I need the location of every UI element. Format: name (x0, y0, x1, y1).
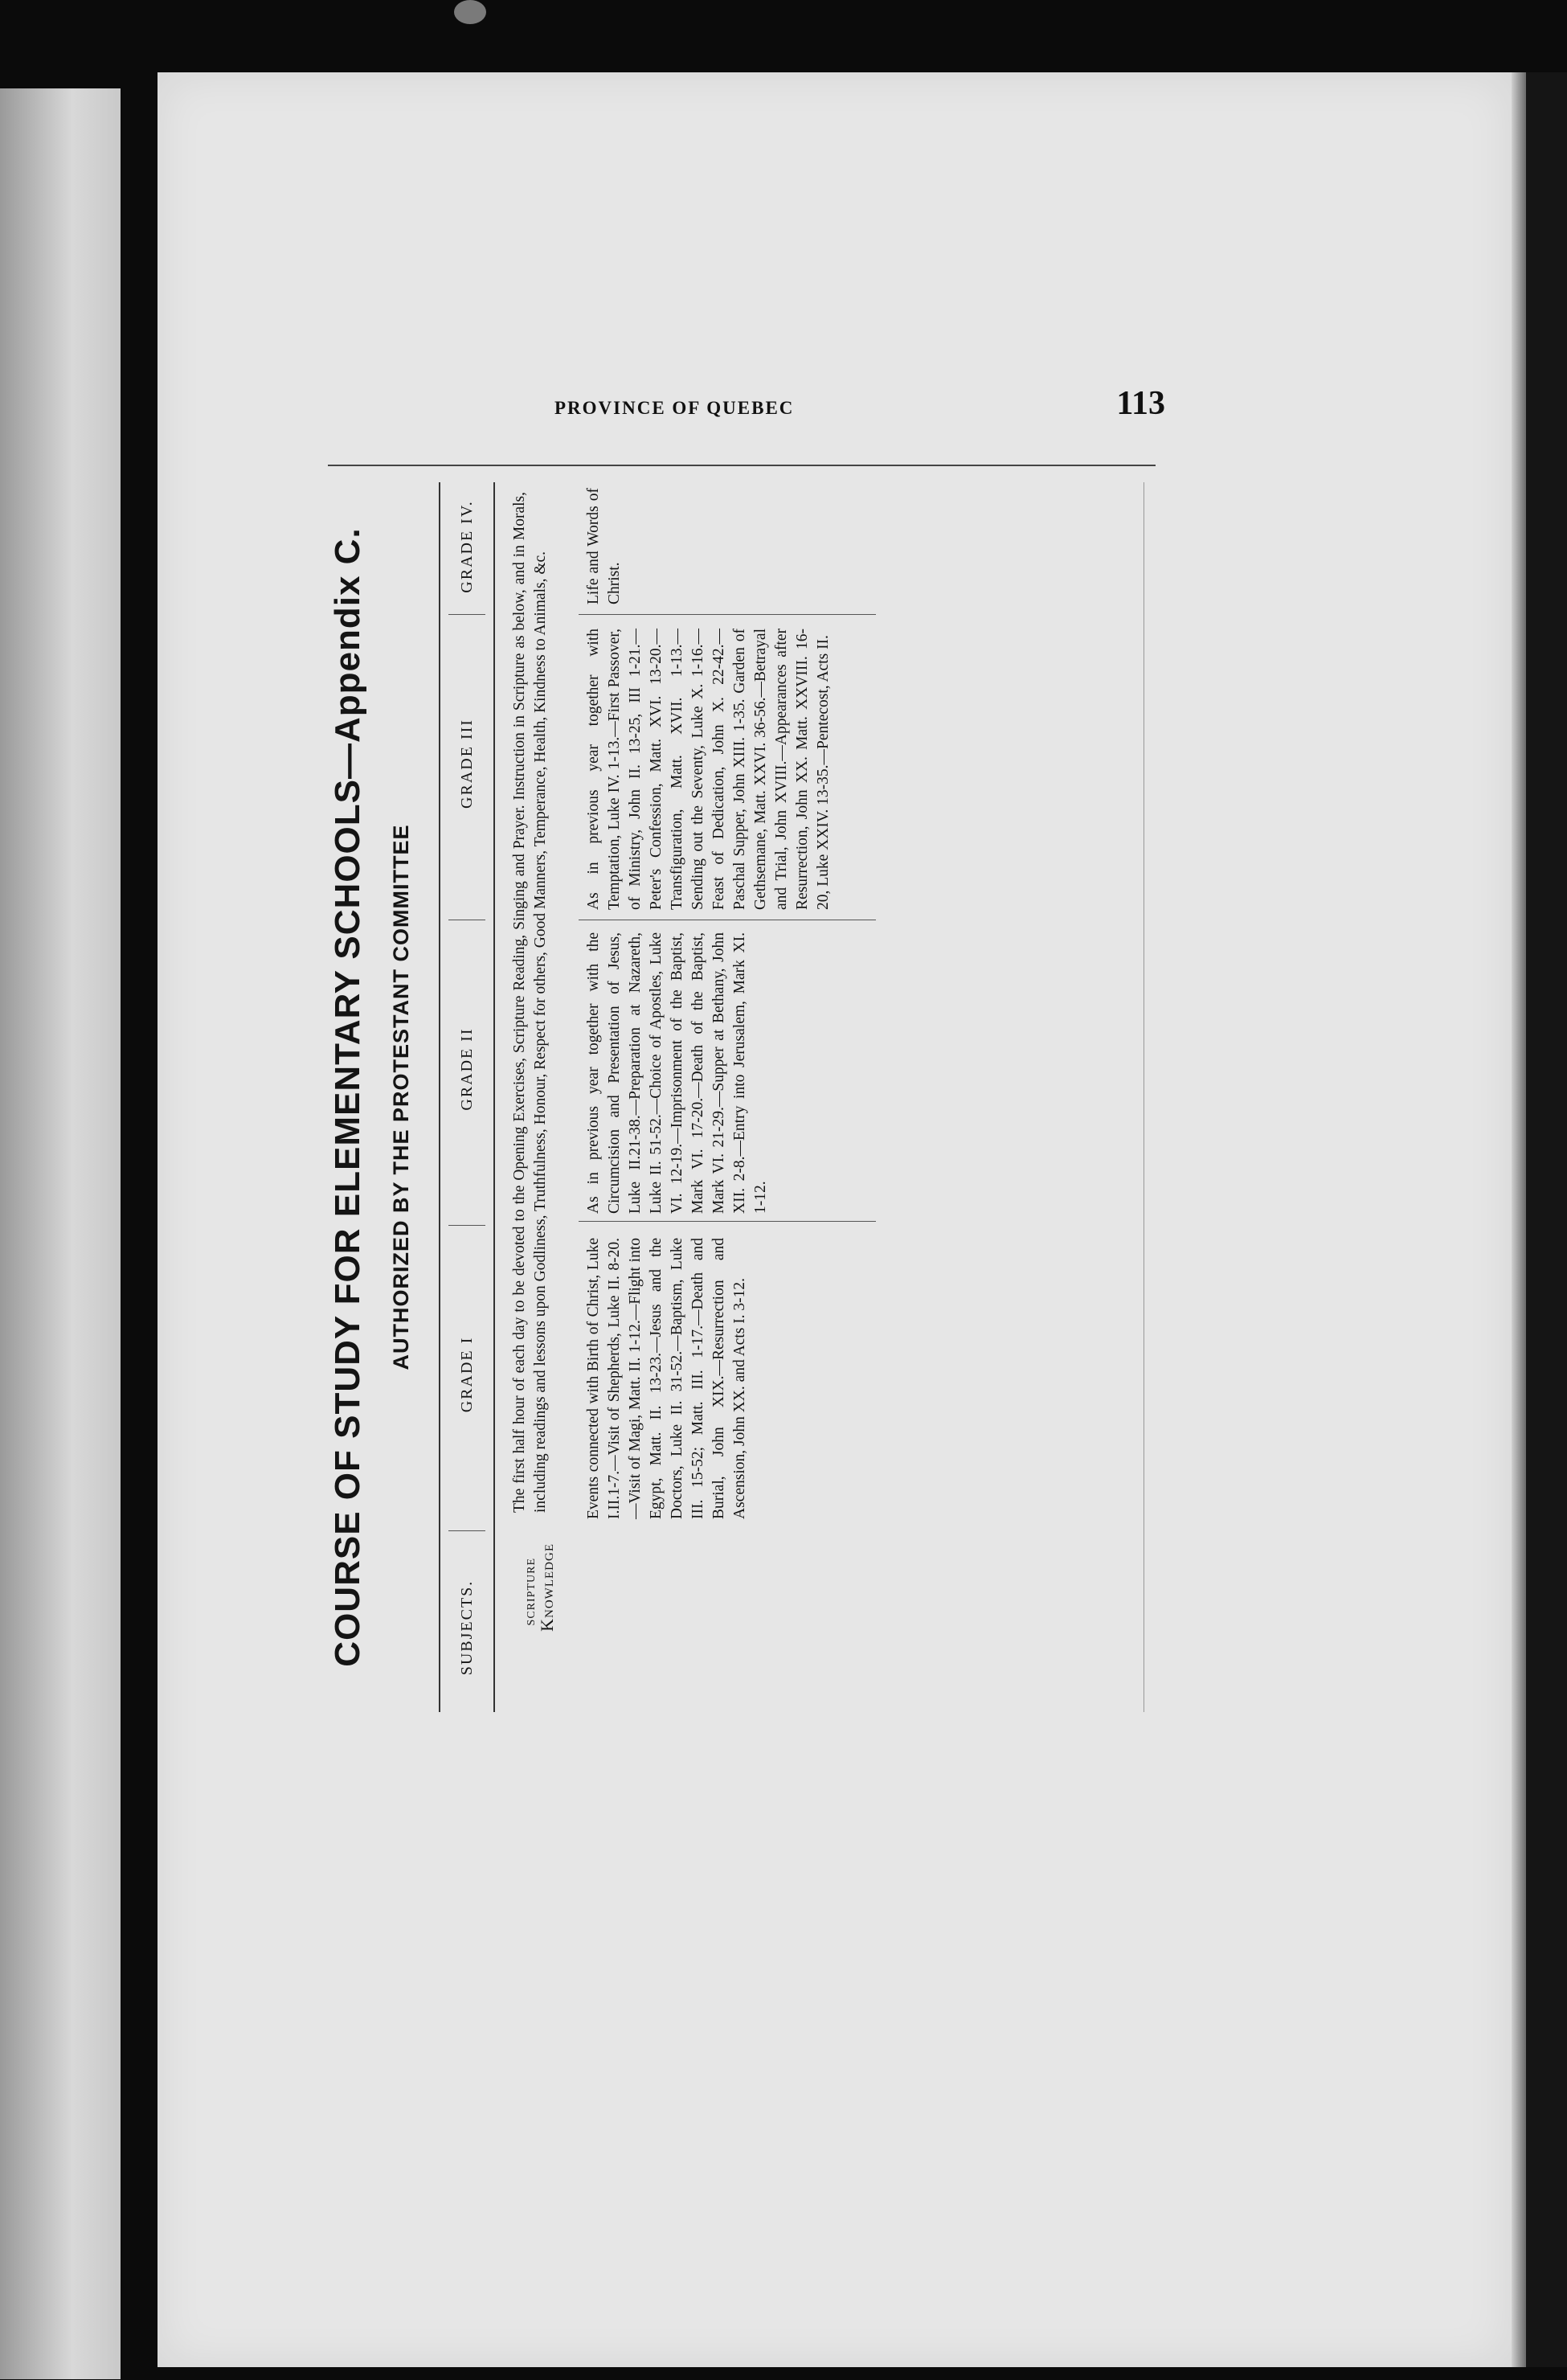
column-divider (448, 1225, 485, 1226)
subject-line-2: Knowledge (537, 1543, 558, 1632)
grade-4-content: Life and Words of Christ. (585, 488, 623, 604)
running-head-title: PROVINCE OF QUEBEC (554, 398, 795, 418)
column-header-grade-4: GRADE IV. (457, 500, 476, 593)
cell-divider (579, 1221, 876, 1222)
running-head (554, 384, 1165, 423)
subject-scripture-knowledge (526, 1543, 558, 1712)
head-rule (328, 465, 1156, 466)
table-subtitle: AUTHORIZED BY THE PROTESTANT COMMITTEE (389, 824, 413, 1370)
subject-line-1: SCRIPTURE (526, 1558, 538, 1626)
adjacent-page-edge (0, 88, 121, 2379)
column-header-grade-1: GRADE I (457, 1336, 476, 1413)
intro-paragraph: The first half hour of each day to be devoted to the Opening Exercises, Scripture Reading, Singing and Prayer. Instruction in Scripture as below, and in Morals, including readings and lessons upon Godliness, Truthfulness, Honour, Respect for others, Good Manners, Temperance, Health, Kindness to Animals, &c. (511, 492, 549, 1513)
header-top-rule (439, 482, 440, 1712)
column-header-grade-3: GRADE III (457, 719, 476, 809)
page-edge-right (1512, 72, 1526, 2367)
column-divider (448, 1530, 485, 1531)
page-number: 113 (1116, 385, 1165, 422)
column-header-subjects: SUBJECTS. (457, 1579, 476, 1676)
grade-1-content: Events connected with Birth of Christ, Luke I.II.1-7.—Visit of Shepherds, Luke II. 8-20.—Visit of Magi, Matt. II. 1-12.—Flight into Egypt, Matt. II. 13-23.—Jesus and the Doctors, Luke II. 31-52.—Baptism, Luke III. 15-52; Matt. III. 1-17.—Death and Burial, John XIX.—Resurrection and Ascension, John XX. and Acts I. 3-12. (585, 1238, 748, 1519)
column-header-grade-2: GRADE II (457, 1027, 476, 1111)
header-bottom-rule (493, 482, 495, 1712)
grade-2-content: As in previous year together with the Circumcision and Presentation of Jesus, Luke II.21-38.—Preparation at Nazareth, Luke II. 51-52.—Choice of Apostles, Luke VI. 12-19.—Imprisonment of the Baptist, Mark VI. 17-20.—Death of the Baptist, Mark VI. 21-29.—Supper at Bethany, John XII. 2-8.—Entry into Jerusalem, Mark XI. 1-12. (585, 932, 769, 1214)
rotated-table (328, 482, 1156, 1712)
column-divider (448, 614, 485, 615)
grade-3-content: As in previous year together with Temptation, Luke IV. 1-13.—First Passover, of Ministry, John II. 13-25, III 1-21.—Peter's Confession, Matt. XVI. 13-20.—Transfiguration, Matt. XVII. 1-13.—Sending out the Seventy, Luke X. 1-16.—Feast of Dedication, John X. 22-42.—Paschal Supper, John XIII. 1-35. Garden of Gethsemane, Matt. XXVI. 36-56.—Betrayal and Trial, John XVIII.—Appearances after Resurrection, John XX. Matt. XXVIII. 16-20, Luke XXIV. 13-35.—Pentecost, Acts II. (585, 629, 832, 910)
table-title: COURSE OF STUDY FOR ELEMENTARY SCHOOLS—Appendix C. (328, 527, 367, 1667)
cell-divider (579, 614, 876, 615)
scan-mark (454, 0, 486, 24)
